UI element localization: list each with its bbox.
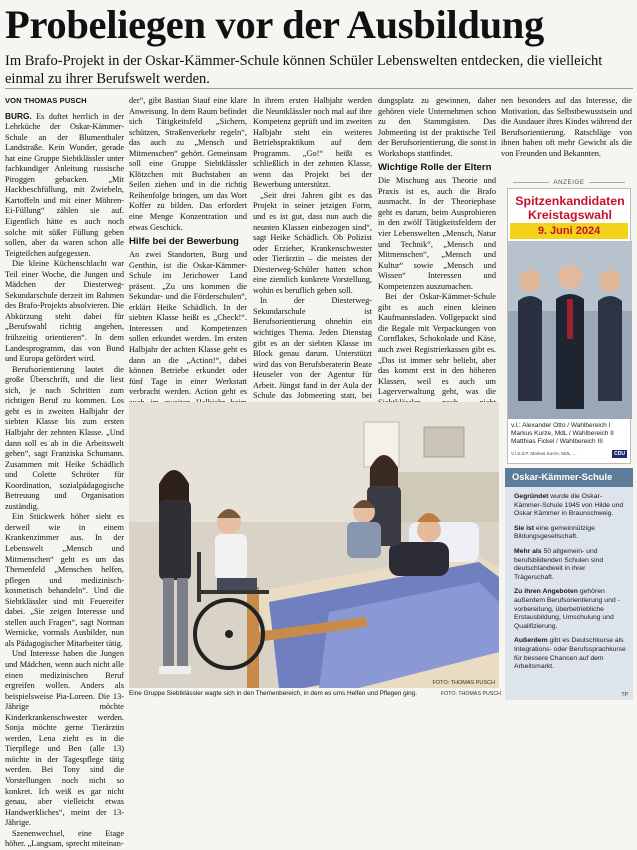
page-mark: TP bbox=[621, 692, 628, 698]
caption-credit: FOTO: THOMAS PUSCH bbox=[440, 691, 501, 697]
ad-imprint: V.i.S.d.P. Markus Kurze, MdL, ... bbox=[511, 451, 577, 456]
divider bbox=[5, 88, 633, 89]
ad-title: Spitzenkandidaten bbox=[515, 194, 625, 208]
info-item: Gegründet wurde die Oskar-Kämmer-Schule 1945 von Hilde und Oskar Kämmer in Braunschweig. bbox=[514, 493, 624, 518]
section-heading: Hilfe bei der Bewerbung bbox=[129, 236, 239, 248]
article-column-5 bbox=[501, 96, 632, 178]
dateline: BURG. bbox=[5, 110, 32, 121]
article-column-3 bbox=[253, 96, 372, 400]
paragraph: BURG. Es duftet herrlich in der Lehrküche der Oskar-Kämmer-Schule an der Blumenthaler Landstraße. Kein Wunder, gerade hat eine Gruppe Siebtklässler unter fachkundiger Anleitung russische Piroggen gebacken. „Mit Hackbeschfüllung, mit Zwiebeln, Kartoffeln und mit einer Möhren-Ei-Füllung“ zählen sie auf. Eigentlich hätte es auch noch solche mit süßer Füllung geben sollen, aber da waren schon alle Teigteilchen aufgegessen. bbox=[5, 110, 124, 258]
paragraph: In ihrem ersten Halbjahr werden die Neuntklässler noch mal auf ihre Kompetenz geprüft und im zweiten Halbjahr steht ein weiteres Betriebspraktikum auf dem Programm. „Go!“ heißt es schließlich in der zehnten Klasse, wenn das Projekt bei der Bewerbung unterstützt. bbox=[253, 96, 372, 190]
info-box-title: Oskar-Kämmer-Schule bbox=[505, 468, 633, 487]
article-photo bbox=[129, 402, 499, 688]
paragraph: dungsplatz zu gewinnen, daher gehören viele Unternehmen schon zu den Stammgästen. Das Jobmeeting ist der praktische Teil der Berufsorientierung, die sonst in Workshops stattfindet. bbox=[378, 96, 496, 158]
info-item: Mehr als 50 allgemein- und berufsbildenden Schulen sind deutschlandweit in ihrer Trägerschaft. bbox=[514, 547, 604, 581]
paragraph: nen besonders auf das Interesse, die Motivation, das Selbstbewusstsein und die Ausdauer ihres Kindes während der Berufsorientierung. Ratschläge von ihnen haben oft mehr Gewicht als die von Freunden und Bekannten. bbox=[501, 96, 632, 158]
party-logo: CDU bbox=[614, 451, 625, 457]
paragraph: Szenenwechsel, eine Etage höher. „Langsam, sprecht miteinan- bbox=[5, 828, 124, 849]
paragraph: In der Diesterweg-Sekundarschule ist Berufsorientierung ohnehin ein wichtiges Thema. Jeden Dienstag gibt es an der siebten Klasse im Block genau darum. Unterstützt wird das von Berufsberaterin Beate Heuseler von der Agentur für Arbeit. Jüngst fand in der Aula der Schule das Jobmeeting statt, bei bbox=[253, 296, 372, 401]
info-box bbox=[505, 468, 633, 700]
photo-credit: FOTO: THOMAS PUSCH bbox=[432, 680, 495, 686]
info-box-body bbox=[505, 487, 633, 672]
candidates-photo bbox=[508, 241, 632, 419]
ad-candidates: v.l.: Alexander Otto / Wahlbereich I Markus Kurze, MdL / Wahlbereich II Matthias Fickel / Wahlbereich III bbox=[511, 422, 614, 446]
paragraph: Berufsorientierung lautet die große Überschrift, und die liest sich, je nach Schritten zum richtigen Beruf zu kommen. Los geht es in zweiten Halbjahr der siebten Klasse bis zum ersten Halbjahr der zehnten Klasse. „Und dann soll es ab in die Arbeitswelt gehen“, sagt Franziska Schumann. Zusammen mit Heike Schädlich und Colette Schröter für Koordination, sozialpädagogische Betreuung und Organisation zuständig. bbox=[5, 364, 124, 511]
headline: Probeliegen vor der Ausbildung bbox=[5, 2, 544, 47]
ad-title: Kreistagswahl bbox=[527, 208, 612, 222]
info-item: Außerdem gibt es Deutschkurse als Integrations- oder Berufssprachkurse für bessere Chancen auf dem Arbeitsmarkt. bbox=[514, 637, 626, 671]
election-advertisement[interactable] bbox=[507, 188, 631, 464]
paragraph: Und Interesse haben die Jungen und Mädchen, wenn auch nicht alle einen medizinischen Beruf ergreifen wollen. Anders als beispielsweise Pia-Loreen. Die 13-Jährige möchte Kinderkrankenschwester werden. Sonja möchte gerne Tierärztin werden, Lena zieht es in die Tierpflege und Ben (alle 13) möchte in der Tagespflege tätig werden. Bei Tony sind die Vorstellungen noch nicht so konkret. Ich weiß es gar nicht genau, aber vielleicht etwas Handwerkliches“, meint der 13-Jährige. bbox=[5, 649, 124, 828]
paragraph: Bei der Oskar-Kämmer-Schule gibt es auch einen kleinen Kaufmannsladen. Vollgepackt sind die Regale mit Verpackungen von Cornflakes, Schokolade und Käse, auch zwei Registrierkassen gibt es. „Das ist immer sehr beliebt, aber das kommt erst in den höheren Klassen, weil es auch um Lagerverwaltung geht, was die bbox=[378, 292, 496, 397]
article-column-4 bbox=[378, 96, 496, 400]
subheadline: Im Brafo-Projekt in der Oskar-Kämmer-Schule können Schüler Lebenswelten entdecken, die vielleicht einmal zu ihrer Berufswelt werden. bbox=[5, 53, 603, 87]
paragraph: „Seit drei Jahren gibt es das Projekt in seiner jetzigen Form, und es ist gut, dass nun auch die neunten Klassen einbezogen sind“, sagt Heike Schädlich. Ob Polizist oder Erzieher, Krankenschwester oder Tierärztin – die meisten der Diesterweg-Schüler hatten schon eine ziemlich konkrete Vorstellung, wohin es beruflich gehen soll. bbox=[253, 190, 372, 295]
info-item: Zu ihren Angeboten gehören außerdem Berufsorientierung und -vorbereitung, überbetriebliche Erstausbildung, Umschulung und Qualifizierung. bbox=[514, 588, 620, 630]
photo-caption bbox=[129, 690, 501, 698]
ad-label: ANZEIGE bbox=[507, 179, 631, 186]
paragraph: Die Mischung aus Theorie und Praxis ist es, auch die Brafo ausmacht. In der Theoriephase geht es darum, beim Ausprobieren in den zwölf Tätigkeitsfeldern der vier Lebenswelten „Mensch, Natur und Technik“, „Mensch und Mitmenschen“, „Mensch und Kultur“ sowie „Mensch und Wissen“ Interessen und Kompetenzen auszumachen. bbox=[378, 176, 496, 291]
paragraph: An zwei Standorten, Burg und Genthin, ist die Oskar-Kämmer-Schule im Jerichower Land präsent. „Zu uns kommen die Sekundar- und die Förderschulen“, erklärt Heike Schädlich. In der siebten Klasse heißt es „Check!“. Interessen und Kompetenzen sollen erkundet werden. Im ersten Halbjahr der achten Klasse geht es dann an die „Action!“, dabei können Betriebe erkundet oder fünf Tage in einer Werkstatt verbracht werden. Action geht es bbox=[129, 250, 247, 397]
article-column-2 bbox=[129, 96, 247, 400]
article-column-1 bbox=[5, 96, 124, 849]
section-heading: Wichtige Rolle der Eltern bbox=[378, 162, 492, 174]
paragraph: Ein Stückwerk höher sieht es derweil wie in einem Krankenzimmer aus. In der Lebenswelt „Mensch und Mitmenschen“ geht es um das Themenfeld „Menschen helfen, pflegen und medizinisch-kosmetisch behandeln“. Und die Siebtklässler sind mit Feuereifer dabei. „Sie zeigen Interesse und stellen auch Fragen“, sagt Norman Wernicke, vormals Ausbilder, nun als Pädagogischer Mitarbeiter tätig. bbox=[5, 512, 124, 648]
caption-text: Eine Gruppe Siebtklässler wagte sich in den Themenbereich, in dem es ums Helfen und Pflegen ging. bbox=[129, 690, 417, 697]
classroom-care-scene bbox=[129, 402, 499, 688]
byline: VON THOMAS PUSCH bbox=[5, 96, 87, 105]
ad-date: 9. Juni 2024 bbox=[510, 223, 628, 239]
info-item: Sie ist eine gemeinnützige Bildungsgesellschaft. bbox=[514, 524, 595, 541]
paragraph: der“, gibt Bastian Stauf eine klare Anweisung. In dem Raum befindet sich Tätigkeitsfeld „Sichern, schützen, Straßenverkehr regeln“, das auch zu „Mensch und Mitmenschen“ gehört. Gemeinsam soll eine Gruppe Siebtklässler Klötzchen mit Buchstaben an Seilen ziehen und in die richtig Reihenfolge bringen, um das Wort Koffer zu bilden. Das erfordert eine Menge Konzentration und etwas Geschick. bbox=[129, 96, 247, 232]
paragraph: Die kleine Küchenschlacht war Teil einer Woche, die Jungen und Mädchen der Diesterweg-Sekundarschule derzeit im Rahmen des Brafo-Projekts absolvieren. Die Abkürzung steht dabei für „Berufswahl richtig angehen, frühzeitig orientieren“. In dem Landesprogramm, das von Bund und Europa gefördert wird. bbox=[5, 259, 124, 364]
